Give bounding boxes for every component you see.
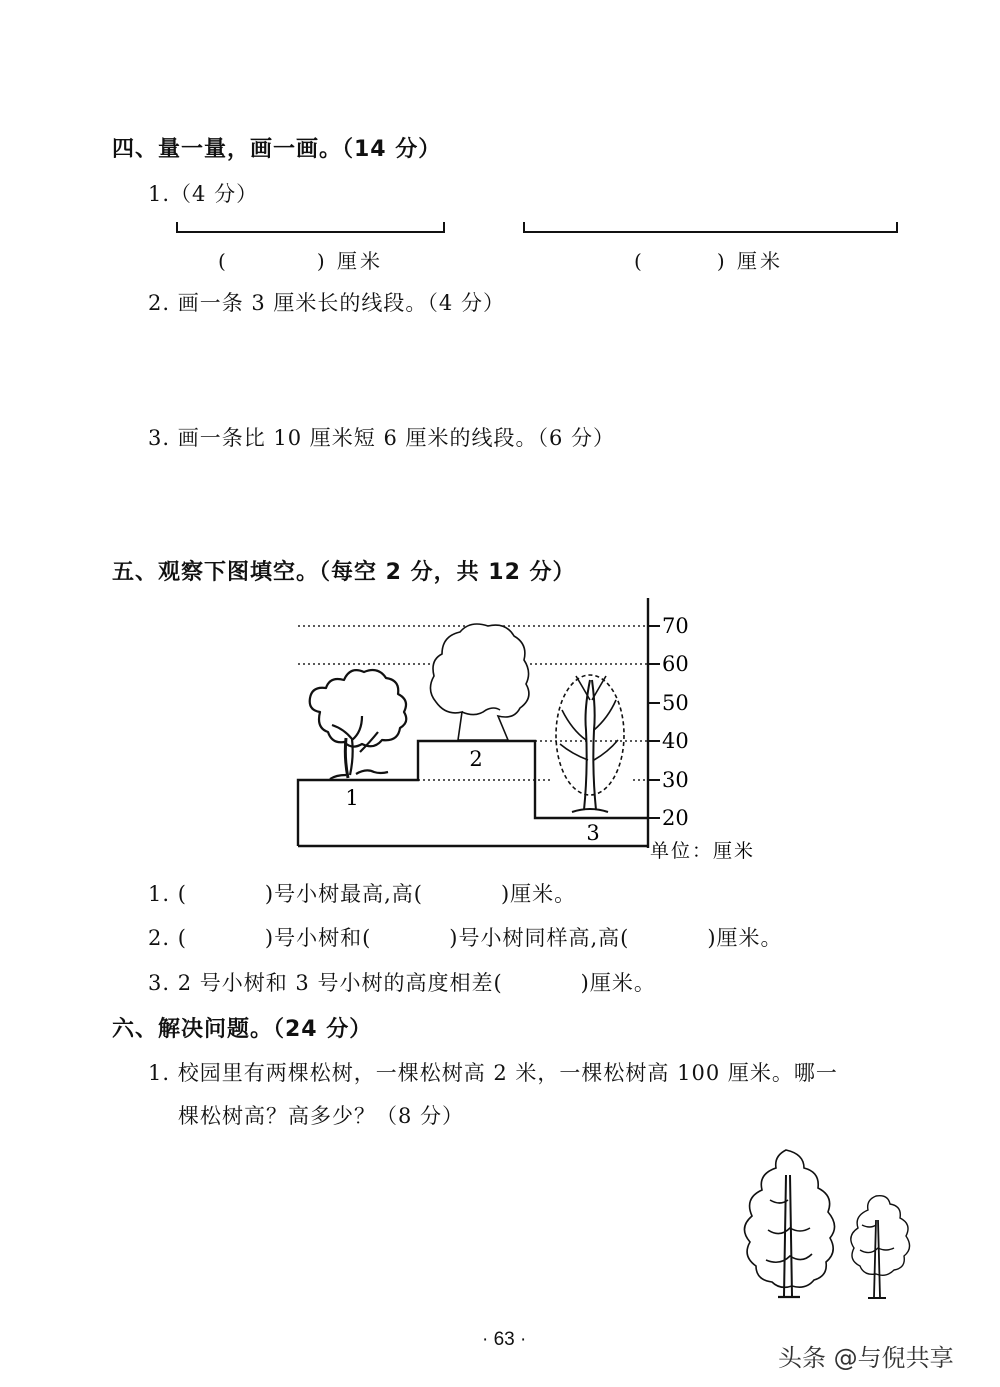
tree-1-icon <box>310 670 407 779</box>
svg-text:70: 70 <box>662 614 689 638</box>
unit-label: 单位：厘米 <box>650 840 756 862</box>
section-5-q1: 1. ( )号小树最高,高( )厘米。 <box>148 882 577 906</box>
segment-1-answer: ( ) 厘米 <box>218 249 383 273</box>
tree-3-icon <box>556 675 624 812</box>
section-5-q3: 3. 2 号小树和 3 号小树的高度相差( )厘米。 <box>148 971 656 995</box>
section-5-title: 五、观察下图填空。（每空 2 分，共 12 分） <box>112 560 576 585</box>
section-4-q3: 3. 画一条比 10 厘米短 6 厘米的线段。（6 分） <box>148 426 616 450</box>
axis-tick-labels <box>662 614 689 830</box>
watermark: 头条 @与倪共享 <box>778 1344 954 1372</box>
section-4-q2: 2. 画一条 3 厘米长的线段。（4 分） <box>148 291 505 315</box>
step-label-2: 2 <box>469 747 483 771</box>
section-6-q1-line1: 1. 校园里有两棵松树，一棵松树高 2 米，一棵松树高 100 厘米。哪一 <box>148 1061 838 1085</box>
section-5-q2: 2. ( )号小树和( )号小树同样高,高( )厘米。 <box>148 926 783 950</box>
segment-2-answer: ( ) 厘米 <box>634 249 783 273</box>
section-4-q1-label: 1.（4 分） <box>148 182 259 206</box>
svg-text:20: 20 <box>662 806 689 830</box>
tree-2-icon <box>430 624 528 740</box>
step-label-1: 1 <box>345 786 359 810</box>
tall-pine-tree-icon <box>744 1150 834 1297</box>
section-4-title: 四、量一量，画一画。（14 分） <box>112 137 442 162</box>
svg-text:30: 30 <box>662 768 689 792</box>
short-pine-tree-icon <box>851 1196 910 1298</box>
svg-text:60: 60 <box>662 652 689 676</box>
step-label-3: 3 <box>586 821 600 845</box>
section-6-title: 六、解决问题。（24 分） <box>112 1017 373 1042</box>
section-6-q1-line2: 棵松树高？高多少？（8 分） <box>178 1104 465 1128</box>
svg-text:40: 40 <box>662 729 689 753</box>
page-number: · 63 · <box>482 1329 527 1350</box>
svg-text:50: 50 <box>662 691 689 715</box>
